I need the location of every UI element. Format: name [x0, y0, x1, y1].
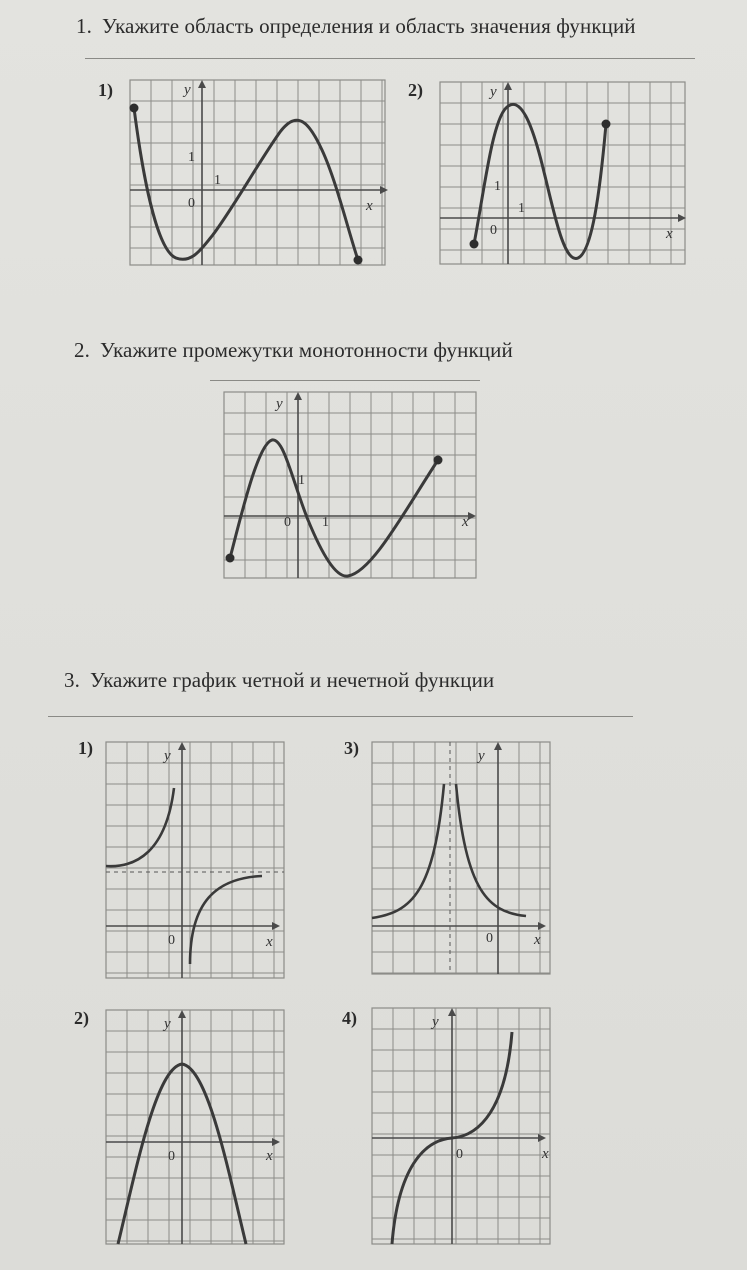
graph-label-1-2: 2): [408, 80, 423, 100]
y-axis-arrow: [178, 1010, 186, 1018]
question-3-number: 3.: [64, 668, 80, 692]
grid-border: [372, 1008, 550, 1244]
graph-label-3-3: 3): [344, 738, 359, 758]
question-2-text: Укажите промежутки монотонности функций: [99, 338, 513, 362]
y-unit-label: 1: [188, 150, 195, 165]
graph-label-1-1: 1): [98, 80, 113, 100]
endpoint-left: [226, 554, 235, 563]
grid: [224, 392, 476, 578]
grid: [130, 80, 385, 265]
x-axis-arrow: [538, 1134, 546, 1142]
y-axis-label: y: [164, 1016, 171, 1032]
x-axis-arrow: [272, 922, 280, 930]
x-axis-label: x: [462, 514, 469, 530]
x-axis-arrow: [380, 186, 388, 194]
x-unit-label: 1: [322, 515, 329, 530]
y-axis-label: y: [276, 396, 283, 412]
graph-q1-2: [440, 82, 685, 264]
question-3: [64, 668, 494, 693]
x-unit-label: 1: [518, 201, 525, 216]
function-curve-left: [106, 788, 174, 866]
function-curve: [230, 440, 438, 576]
origin-label: 0: [188, 196, 195, 211]
y-axis-label: y: [184, 82, 191, 98]
grid: [372, 742, 550, 974]
graph-q2: [224, 392, 476, 578]
origin-label: 0: [168, 933, 175, 948]
question-1-number: 1.: [76, 14, 92, 38]
x-axis-label: x: [666, 226, 673, 242]
question-2-number: 2.: [74, 338, 90, 362]
x-axis-arrow: [468, 512, 476, 520]
graph-label-3-1: 1): [78, 738, 93, 758]
question-1-text: Укажите область определения и область значения функций: [101, 14, 636, 38]
origin-label: 0: [168, 1149, 175, 1164]
endpoint-right: [434, 456, 443, 465]
y-axis-label: y: [478, 748, 485, 764]
grid: [106, 742, 284, 978]
y-axis-arrow: [448, 1008, 456, 1016]
x-axis-arrow: [538, 922, 546, 930]
x-axis-label: x: [366, 198, 373, 214]
origin-label: 0: [456, 1147, 463, 1162]
graph-q3-3: [372, 742, 550, 974]
y-axis-arrow: [198, 80, 206, 88]
graph-q3-4: [372, 1008, 550, 1244]
x-axis-label: x: [534, 932, 541, 948]
y-unit-label: 1: [494, 179, 501, 194]
graph-q3-1: [106, 742, 284, 978]
endpoint-left: [470, 240, 479, 249]
y-axis-label: y: [432, 1014, 439, 1030]
endpoint-left: [130, 104, 139, 113]
answer-line-3: [48, 716, 633, 717]
y-axis-arrow: [178, 742, 186, 750]
grid: [372, 1008, 550, 1244]
x-axis-label: x: [266, 1148, 273, 1164]
y-axis-arrow: [504, 82, 512, 90]
question-2: [74, 338, 513, 363]
graph-label-3-2: 2): [74, 1008, 89, 1028]
x-unit-label: 1: [214, 173, 221, 188]
grid-border: [106, 742, 284, 978]
x-axis-label: x: [266, 934, 273, 950]
grid-border: [372, 742, 550, 974]
answer-line-2: [210, 380, 480, 381]
origin-label: 0: [486, 931, 493, 946]
grid: [106, 1010, 284, 1244]
grid-border: [106, 1010, 284, 1244]
x-axis-arrow: [272, 1138, 280, 1146]
x-axis-label: x: [542, 1146, 549, 1162]
y-axis-label: y: [164, 748, 171, 764]
question-3-text: Укажите график четной и нечетной функции: [89, 668, 495, 692]
question-1: [76, 14, 636, 39]
grid-border: [130, 80, 385, 265]
y-axis-arrow: [294, 392, 302, 400]
function-curve-right: [456, 784, 526, 916]
origin-label: 0: [490, 223, 497, 238]
function-curve-left: [372, 784, 444, 918]
y-unit-label: 1: [298, 473, 305, 488]
endpoint-right: [602, 120, 611, 129]
graph-q3-2: [106, 1010, 284, 1244]
origin-label: 0: [284, 515, 291, 530]
y-axis-arrow: [494, 742, 502, 750]
endpoint-right: [354, 256, 363, 265]
graph-label-3-4: 4): [342, 1008, 357, 1028]
function-curve: [134, 108, 358, 260]
y-axis-label: y: [490, 84, 497, 100]
graph-q1-1: [130, 80, 385, 265]
answer-line-1: [85, 58, 695, 59]
